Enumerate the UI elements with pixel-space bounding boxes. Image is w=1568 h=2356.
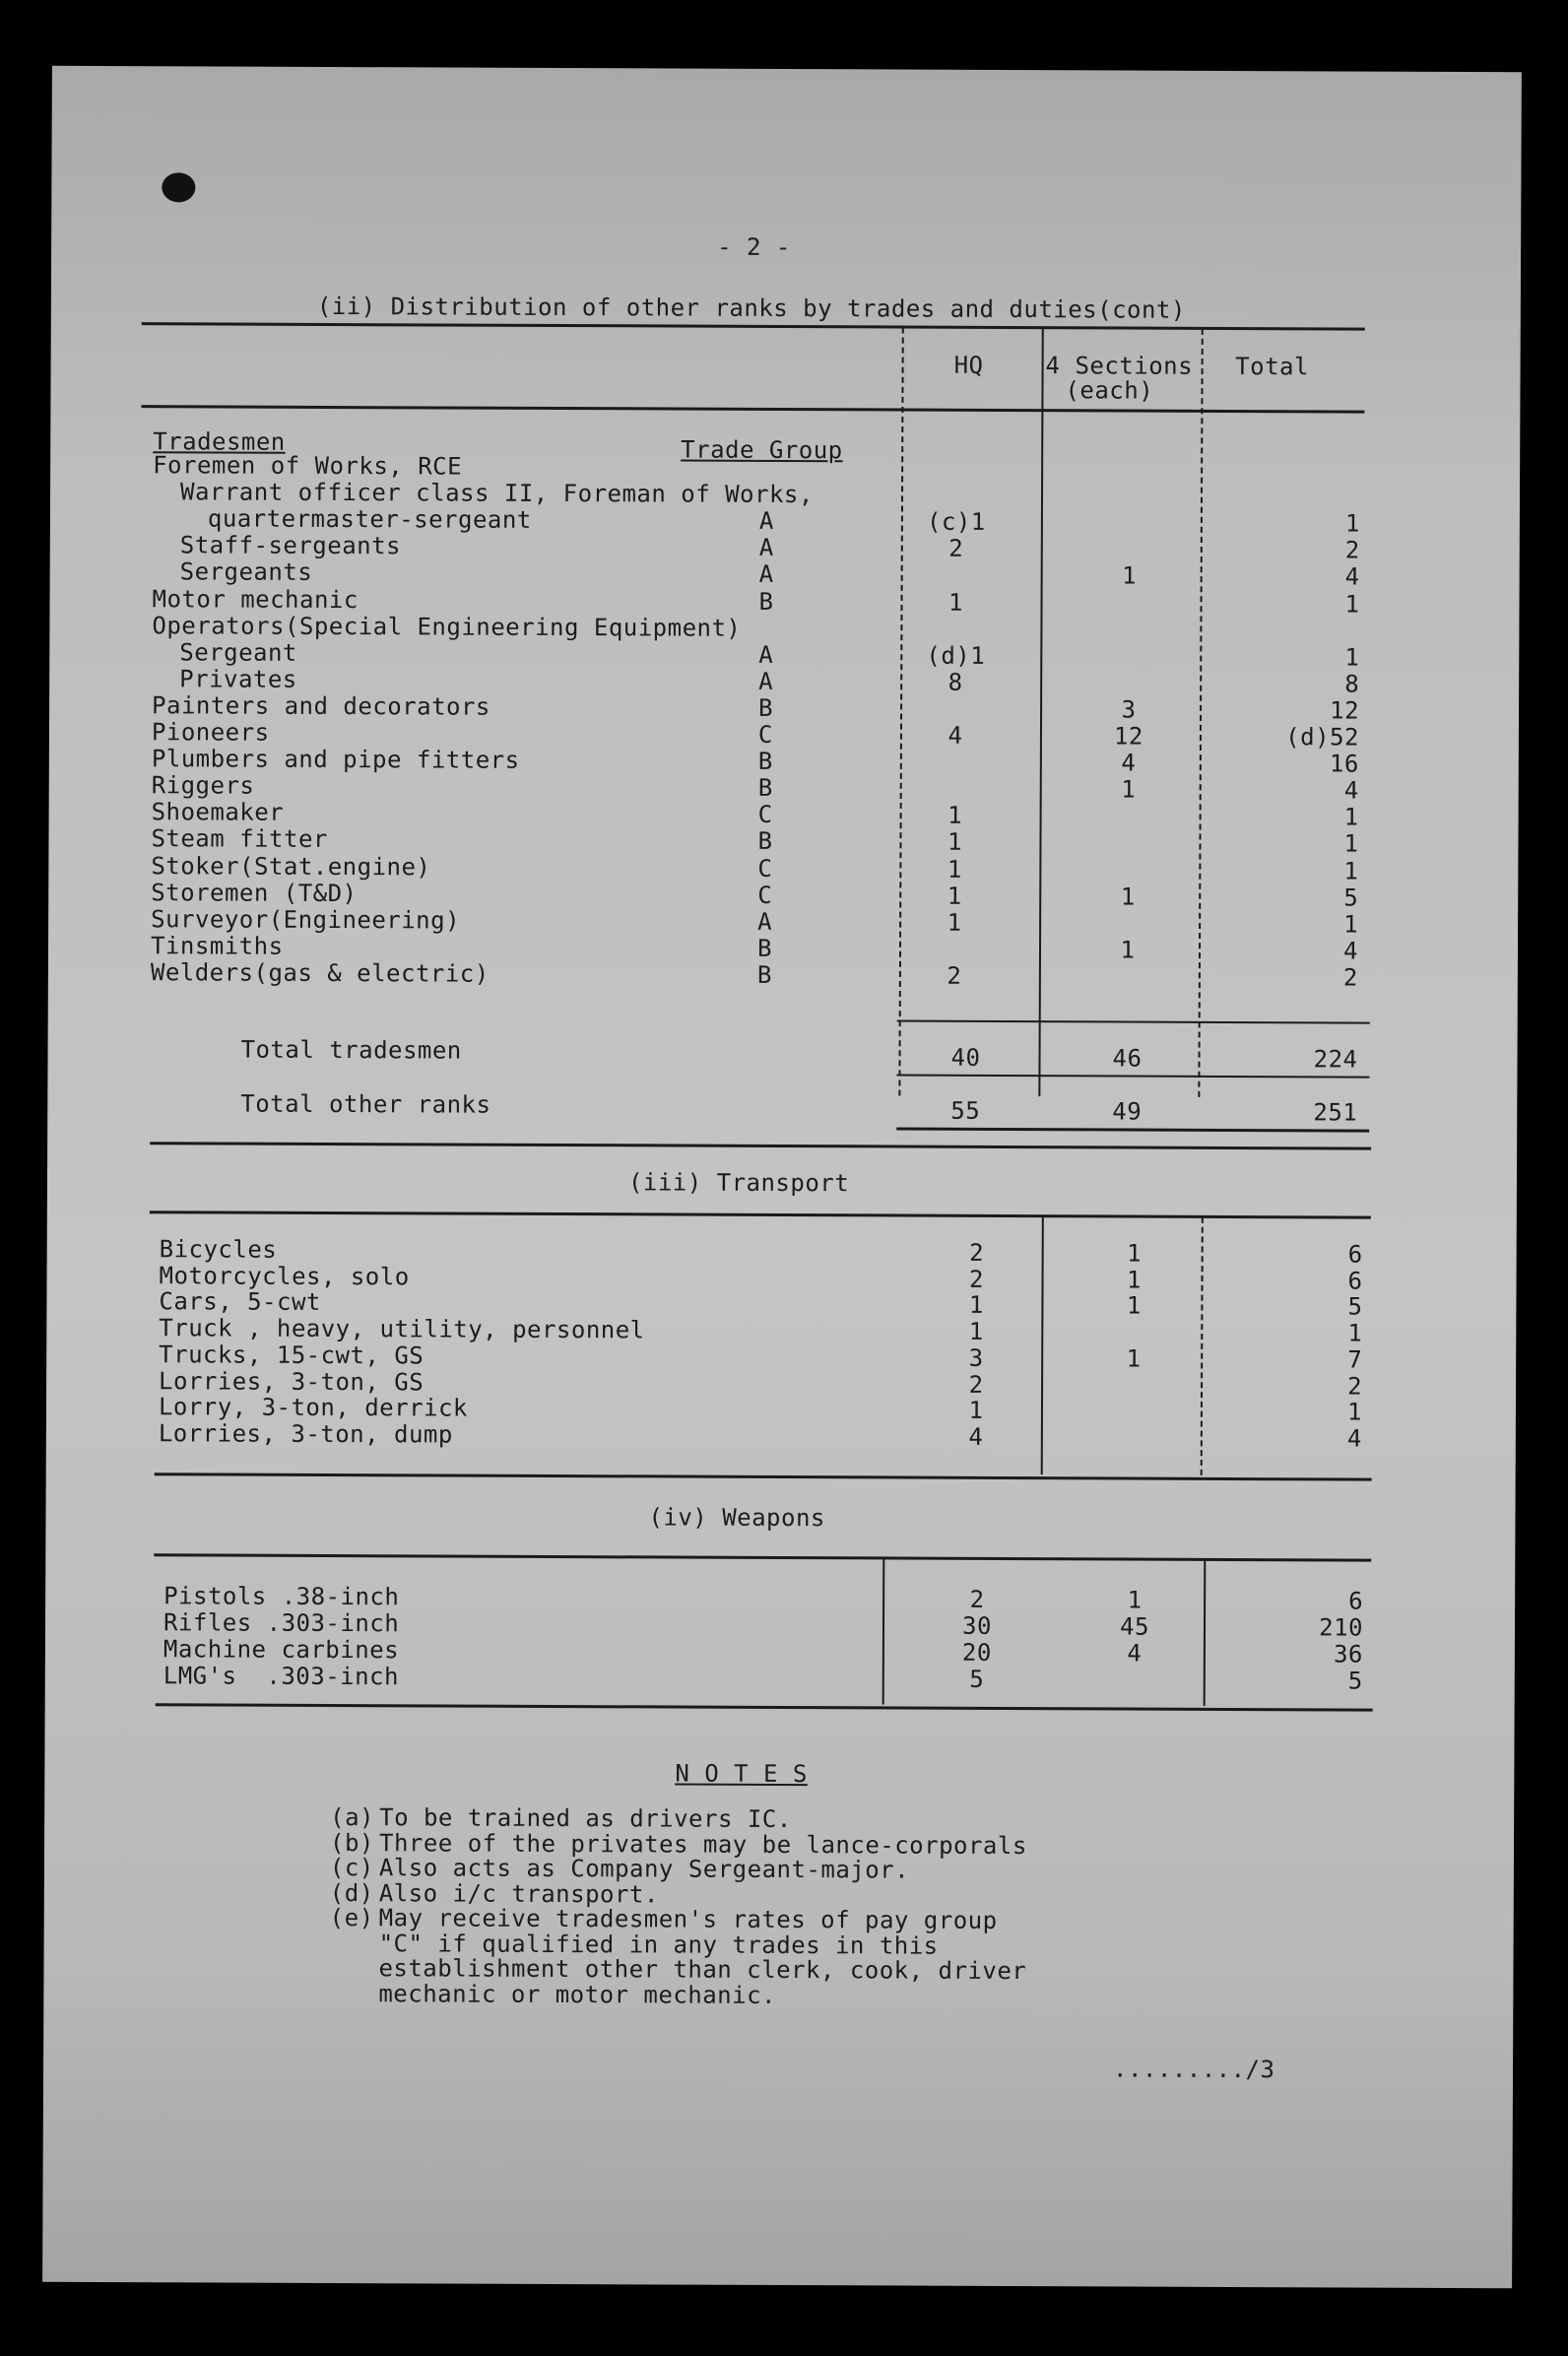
row-sections-value: 1 — [1120, 936, 1136, 964]
note-marker: (c) — [329, 1854, 374, 1882]
row-total-value: 16 — [1329, 750, 1359, 778]
row-label: Foremen of Works, RCE — [153, 451, 463, 481]
row-total-value: 2 — [1347, 1372, 1363, 1401]
row-total-value: 6 — [1347, 1267, 1363, 1295]
row-sections-value: 4 — [1127, 1639, 1143, 1668]
row-label: Motorcycles, solo — [159, 1262, 410, 1291]
trade-group-header: Trade Group — [681, 435, 843, 465]
section-iii-title: (iii) Transport — [627, 1168, 850, 1198]
row-label: Pioneers — [151, 718, 270, 747]
note-marker: (a) — [330, 1803, 375, 1832]
row-sections-value — [1071, 509, 1189, 510]
row-total-value: 8 — [1344, 670, 1360, 698]
row-sections-value — [1075, 1424, 1193, 1425]
row-total-value: 5 — [1347, 1667, 1363, 1695]
row-label: Riggers — [151, 771, 255, 800]
row-hq-value: 5 — [969, 1665, 985, 1693]
subtotal-rule — [897, 1020, 1370, 1024]
row-sections-value: 1 — [1121, 775, 1137, 804]
row-sections-value — [1070, 829, 1188, 830]
row-label: Machine carbines — [163, 1635, 400, 1665]
row-hq-value: 4 — [968, 1422, 984, 1451]
row-label: Storemen (T&D) — [151, 879, 358, 908]
row-sections-value: 12 — [1113, 722, 1143, 751]
section-ii-title: (ii) Distribution of other ranks by trades and duties(cont) — [316, 292, 1186, 324]
row-total-value: 1 — [1343, 829, 1359, 858]
row-label: Bicycles — [159, 1235, 278, 1264]
row-label: Lorries, 3-ton, dump — [158, 1419, 453, 1449]
column-divider-total — [1198, 329, 1203, 1097]
note-marker: (e) — [329, 1904, 374, 1932]
note-text: mechanic or motor mechanic. — [378, 1980, 777, 2009]
row-label: Painters and decorators — [152, 691, 490, 721]
row-trade-group: A — [758, 506, 774, 535]
row-sections-value — [1071, 590, 1189, 591]
row-label: Shoemaker — [151, 798, 285, 826]
total-tradesmen-total: 224 — [1313, 1045, 1358, 1074]
row-sections-value: 1 — [1120, 883, 1136, 911]
row-label: Staff-sergeants — [179, 531, 402, 560]
row-total-value: 4 — [1344, 562, 1360, 591]
row-label: Trucks, 15-cwt, GS — [159, 1341, 425, 1370]
note-text: Also acts as Company Sergeant-major. — [378, 1854, 910, 1884]
row-label: LMG's .303-inch — [163, 1662, 400, 1691]
row-label: Plumbers and pipe fitters — [151, 745, 520, 774]
row-label: Sergeant — [179, 638, 297, 667]
page-number: - 2 - — [717, 232, 791, 262]
row-hq-value: 2 — [969, 1238, 985, 1267]
row-sections-value — [1071, 536, 1189, 537]
row-label: quartermaster-sergeant — [207, 504, 532, 534]
row-total-value: 6 — [1347, 1240, 1363, 1269]
note-text: May receive tradesmen's rates of pay group — [378, 1904, 998, 1934]
row-hq-value: 2 — [948, 534, 964, 562]
row-total-value: 1 — [1344, 509, 1360, 538]
row-trade-group: B — [757, 747, 773, 775]
row-label: Truck , heavy, utility, personnel — [159, 1314, 645, 1344]
note-text: Also i/c transport. — [378, 1879, 659, 1909]
row-sections-value — [1069, 857, 1187, 858]
row-sections-value — [1070, 617, 1188, 618]
total-tradesmen-label: Total tradesmen — [240, 1035, 462, 1065]
row-total-value: 1 — [1344, 643, 1360, 672]
row-sections-value: 1 — [1122, 561, 1138, 590]
row-sections-value: 1 — [1126, 1344, 1142, 1373]
row-trade-group: B — [758, 587, 774, 616]
row-total-value: 36 — [1333, 1640, 1363, 1669]
column-header-sections: 4 Sections — [1045, 352, 1194, 380]
row-total-value: 1 — [1346, 1398, 1363, 1426]
row-trade-group: B — [757, 826, 773, 855]
row-sections-value: 4 — [1121, 749, 1137, 777]
row-label: Pistols .38-inch — [163, 1582, 400, 1611]
note-marker: (d) — [329, 1879, 374, 1908]
document-page — [42, 66, 1522, 2288]
total-other-ranks-sections: 49 — [1112, 1097, 1143, 1126]
row-total-value: (d)52 — [1285, 723, 1360, 752]
row-total-value: 5 — [1347, 1292, 1363, 1321]
row-sections-value — [1075, 1398, 1193, 1399]
notes-heading: N O T E S — [675, 1759, 808, 1789]
row-total-value: 4 — [1346, 1424, 1362, 1453]
category-tradesmen: Tradesmen — [153, 427, 286, 456]
row-sections-value: 1 — [1127, 1266, 1143, 1294]
continuation-marker: ........./3 — [1112, 2055, 1275, 2084]
row-label: Rifles .303-inch — [163, 1608, 400, 1638]
total-other-ranks-total: 251 — [1313, 1098, 1358, 1127]
row-total-value: 12 — [1330, 696, 1360, 725]
column-divider-sections — [1038, 328, 1043, 1096]
column-divider-total — [1201, 1217, 1204, 1475]
row-sections-value — [1071, 456, 1189, 457]
row-label: Sergeants — [179, 557, 313, 586]
row-total-value: 1 — [1343, 910, 1359, 939]
row-label: Motor mechanic — [152, 585, 359, 615]
total-other-ranks-label: Total other ranks — [240, 1089, 491, 1119]
column-header-sections-each: (each) — [1065, 376, 1154, 405]
total-tradesmen-sections: 46 — [1112, 1044, 1143, 1073]
row-sections-value: 1 — [1126, 1291, 1142, 1320]
row-sections-value — [1071, 483, 1189, 484]
row-hq-value: 1 — [947, 882, 962, 910]
column-divider-hq — [882, 1558, 885, 1704]
subtotal-rule — [896, 1075, 1369, 1079]
row-trade-group: A — [758, 533, 774, 561]
row-hq-value: 2 — [969, 1585, 985, 1613]
row-total-value — [1242, 484, 1360, 485]
row-hq-value: 1 — [947, 855, 962, 884]
row-hq-value: (d)1 — [926, 641, 986, 670]
row-trade-group: C — [757, 800, 773, 828]
row-label: Lorry, 3-ton, derrick — [158, 1393, 468, 1422]
row-sections-value: 1 — [1127, 1239, 1143, 1268]
row-total-value: 1 — [1343, 803, 1359, 831]
row-label: Privates — [179, 665, 297, 693]
row-label: Welders(gas & electric) — [150, 958, 490, 988]
note-text: establishment other than clerk, cook, driver — [378, 1954, 1027, 1986]
row-total-value — [1242, 457, 1360, 458]
column-header-total: Total — [1235, 353, 1310, 381]
row-trade-group: B — [756, 934, 773, 962]
row-total-value: 7 — [1347, 1345, 1363, 1374]
row-hq-value: 8 — [947, 668, 963, 696]
row-trade-group: A — [758, 667, 774, 695]
row-label: Lorries, 3-ton, GS — [159, 1367, 425, 1397]
row-trade-group: C — [757, 881, 773, 909]
row-sections-value: 45 — [1119, 1612, 1150, 1641]
row-label: Cars, 5-cwt — [159, 1287, 321, 1316]
row-trade-group: A — [758, 640, 774, 669]
row-trade-group: C — [757, 720, 773, 749]
row-hq-value: 1 — [948, 588, 964, 617]
row-trade-group: B — [757, 773, 773, 802]
row-trade-group: A — [758, 559, 774, 588]
note-text: To be trained as drivers IC. — [379, 1803, 792, 1834]
row-trade-group: B — [756, 960, 772, 989]
column-divider-total — [1204, 1560, 1207, 1706]
row-hq-value: 1 — [947, 908, 962, 937]
row-sections-value — [1070, 643, 1188, 644]
row-hq-value: 1 — [968, 1290, 984, 1319]
row-sections-value: 1 — [1127, 1586, 1143, 1614]
section-ii-bottom-rule — [150, 1142, 1371, 1149]
row-trade-group: B — [758, 693, 774, 722]
row-label: Warrant officer class II, Foreman of Works, — [179, 478, 814, 509]
row-total-value: 6 — [1348, 1587, 1364, 1615]
row-hq-value: 1 — [947, 801, 963, 829]
row-sections-value — [1070, 670, 1188, 671]
row-trade-group: A — [757, 907, 773, 936]
row-total-value: 5 — [1343, 884, 1359, 912]
note-text: Three of the privates may be lance-corporals — [378, 1829, 1027, 1861]
row-label: Operators(Special Engineering Equipment) — [152, 612, 742, 642]
note-text: "C" if qualified in any trades in this — [378, 1930, 939, 1960]
row-hq-value — [896, 776, 1014, 777]
row-trade-group: C — [757, 854, 773, 883]
row-hq-value — [897, 456, 1015, 457]
column-divider-sections — [1041, 1216, 1044, 1474]
header-bottom-rule — [141, 405, 1364, 413]
total-tradesmen-hq: 40 — [950, 1043, 981, 1072]
section-iii-bottom-rule — [155, 1472, 1372, 1480]
note-marker: (b) — [329, 1829, 374, 1858]
grand-total-rule — [896, 1128, 1369, 1133]
row-sections-value: 3 — [1121, 695, 1137, 724]
row-hq-value: 3 — [968, 1343, 984, 1372]
row-hq-value: 4 — [947, 721, 963, 750]
row-hq-value: 1 — [947, 827, 963, 856]
row-label: Stoker(Stat.engine) — [151, 852, 431, 882]
row-total-value: 2 — [1342, 963, 1358, 992]
row-total-value: 2 — [1344, 536, 1360, 564]
section-iii-top-rule — [150, 1211, 1371, 1218]
row-total-value: 1 — [1347, 1319, 1363, 1347]
row-hq-value: 1 — [968, 1317, 984, 1345]
section-iv-top-rule — [154, 1553, 1371, 1561]
section-iv-title: (iv) Weapons — [648, 1503, 825, 1533]
row-total-value: 4 — [1343, 776, 1359, 805]
section-iv-bottom-rule — [156, 1703, 1373, 1711]
row-label: Steam fitter — [151, 824, 328, 853]
row-label: Surveyor(Engineering) — [151, 905, 461, 935]
row-hq-value: 2 — [969, 1265, 985, 1293]
row-hq-value: 2 — [947, 961, 962, 990]
row-total-value: 1 — [1343, 857, 1359, 885]
punch-hole-mark — [162, 172, 195, 202]
row-total-value: 1 — [1344, 590, 1360, 619]
row-hq-value: 20 — [961, 1638, 992, 1667]
row-total-value: 4 — [1342, 937, 1359, 965]
row-total-value: 210 — [1319, 1613, 1364, 1642]
total-other-ranks-hq: 55 — [950, 1096, 981, 1125]
column-header-hq: HQ — [953, 351, 984, 379]
row-label: Tinsmiths — [150, 932, 284, 960]
row-hq-value — [897, 483, 1015, 484]
row-hq-value: (c)1 — [926, 507, 986, 536]
row-hq-value: 1 — [968, 1396, 984, 1424]
row-hq-value: 2 — [968, 1370, 984, 1399]
row-hq-value: 30 — [961, 1611, 993, 1640]
